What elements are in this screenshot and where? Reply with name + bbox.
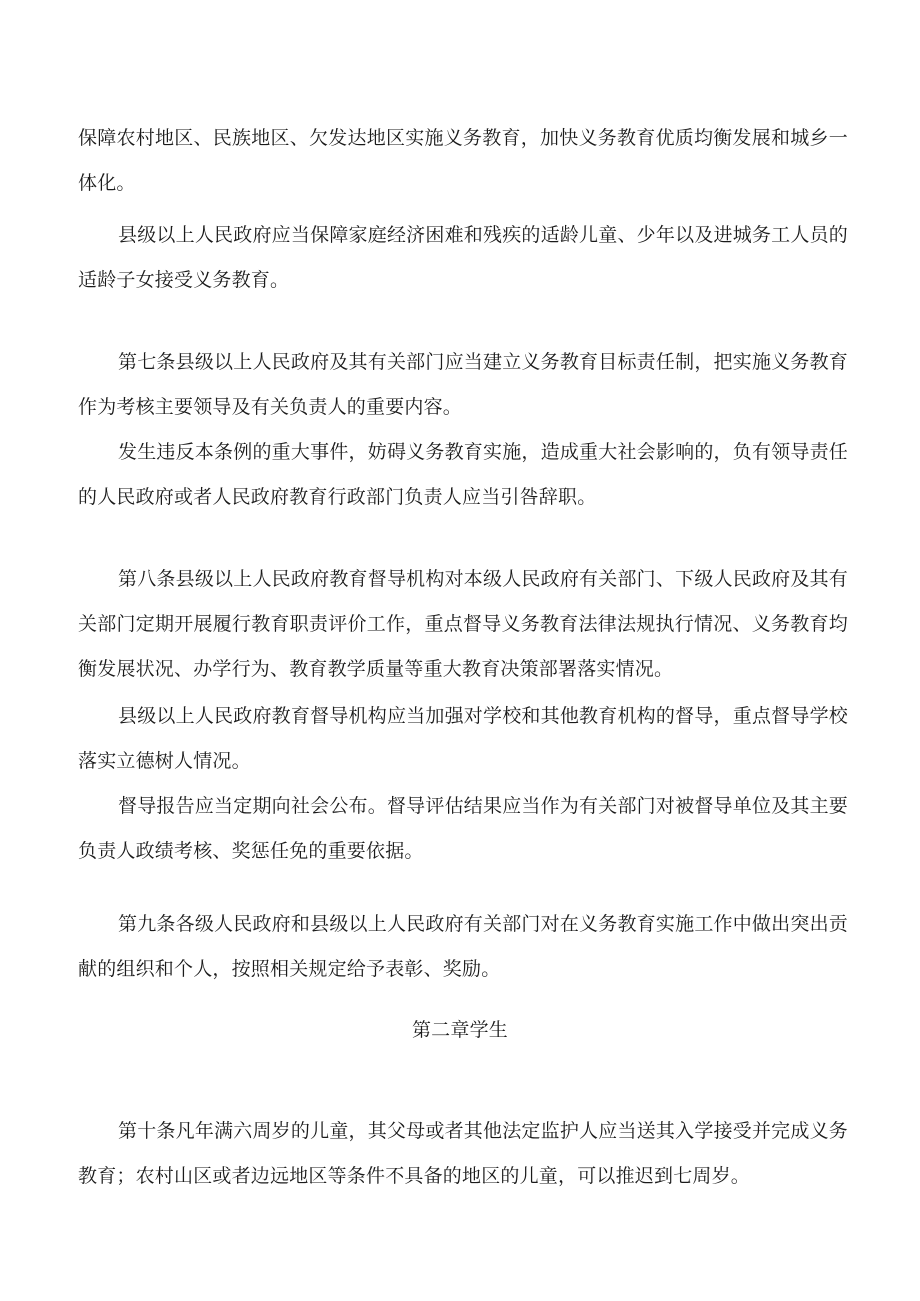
- paragraph: 县级以上人民政府应当保障家庭经济困难和残疾的适龄儿童、少年以及进城务工人员的适龄子女接受义务教育。: [78, 224, 848, 291]
- article-9-paragraph: 第九条各级人民政府和县级以上人民政府有关部门对在义务教育实施工作中做出突出贡献的组织和个人，按照相关规定给予表彰、奖励。: [78, 913, 848, 980]
- paragraph: 督导报告应当定期向社会公布。督导评估结果应当作为有关部门对被督导单位及其主要负责人政绩考核、奖惩任免的重要依据。: [78, 795, 848, 862]
- chapter-heading: 第二章学生: [411, 1019, 508, 1041]
- paragraph: 发生违反本条例的重大事件，妨碍义务教育实施，造成重大社会影响的，负有领导责任的人民政府或者人民政府教育行政部门负责人应当引咎辞职。: [78, 441, 848, 508]
- paragraph: 县级以上人民政府教育督导机构应当加强对学校和其他教育机构的督导，重点督导学校落实立德树人情况。: [78, 705, 848, 772]
- paragraph-continuation: 保障农村地区、民族地区、欠发达地区实施义务教育，加快义务教育优质均衡发展和城乡一体化。: [78, 127, 848, 194]
- article-8-paragraph: 第八条县级以上人民政府教育督导机构对本级人民政府有关部门、下级人民政府及其有关部门定期开展履行教育职责评价工作，重点督导义务教育法律法规执行情况、义务教育均衡发展状况、办学行为、教育教学质量等重大教育决策部署落实情况。: [78, 568, 848, 680]
- article-7-paragraph: 第七条县级以上人民政府及其有关部门应当建立义务教育目标责任制，把实施义务教育作为考核主要领导及有关负责人的重要内容。: [78, 351, 848, 418]
- article-10-paragraph: 第十条凡年满六周岁的儿童，其父母或者其他法定监护人应当送其入学接受并完成义务教育；农村山区或者边远地区等条件不具备的地区的儿童，可以推迟到七周岁。: [78, 1120, 848, 1187]
